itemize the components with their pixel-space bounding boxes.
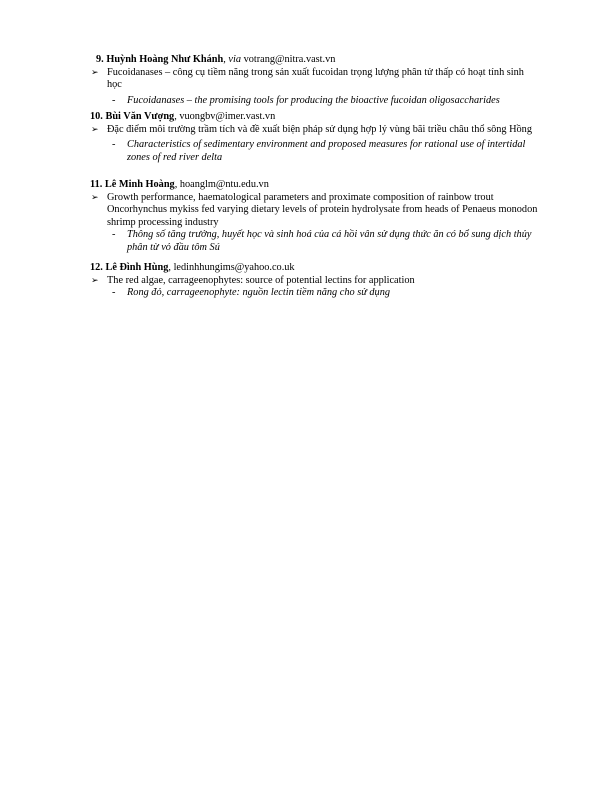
dash-bullet: - xyxy=(112,287,116,298)
paper-translation xyxy=(90,287,540,300)
via-label: via xyxy=(228,54,241,65)
author-separator: , xyxy=(174,179,180,190)
paper-translation-text: Thông số tăng trưởng, huyết học và sinh hoá của cá hồi vân sử dụng thức ăn có bổ sung dịch thủy phân từ vỏ đầu tôm Sú xyxy=(127,229,532,253)
author-name: Bùi Văn Vượng xyxy=(105,111,175,122)
author-entry xyxy=(90,54,540,107)
author-number: 10. xyxy=(90,111,103,122)
paper-title xyxy=(90,67,540,92)
author-separator: , xyxy=(168,262,174,273)
author-line xyxy=(90,179,540,192)
paper-title-text: The red algae, carrageenophytes: source of potential lectins for application xyxy=(107,274,415,286)
dash-bullet: - xyxy=(112,229,116,240)
author-email: votrang@nitra.vast.vn xyxy=(243,54,336,65)
arrow-bullet-icon: ➢ xyxy=(91,192,99,203)
author-number: 11. xyxy=(90,179,103,190)
author-name: Lê Minh Hoàng xyxy=(104,179,175,190)
paper-title-text: Đặc điểm môi trường trầm tích và đề xuất biện pháp sử dụng hợp lý vùng bãi triều châu thổ sông Hồng xyxy=(107,123,532,135)
arrow-bullet-icon: ➢ xyxy=(91,275,99,286)
author-separator: , xyxy=(174,111,180,122)
author-name: Lê Đình Hùng xyxy=(105,262,169,273)
author-separator: , xyxy=(223,54,229,65)
author-line xyxy=(90,111,540,124)
paper-title-text: Fucoidanases – công cụ tiềm năng trong sản xuất fucoidan trọng lượng phân tử thấp có hoạt tính sinh học xyxy=(107,66,524,90)
author-entry xyxy=(90,179,540,254)
author-number: 9. xyxy=(96,54,104,65)
author-entry xyxy=(90,111,540,164)
paper-translation xyxy=(90,139,540,164)
paper-translation-text: Characteristics of sedimentary environment and proposed measures for rational use of intertidal zones of red river delta xyxy=(127,139,526,163)
paper-title xyxy=(90,124,540,137)
paper-translation xyxy=(90,229,540,254)
author-number: 12. xyxy=(90,262,103,273)
paper-translation xyxy=(90,95,540,108)
arrow-bullet-icon: ➢ xyxy=(91,124,99,135)
paper-title-text: Growth performance, haematological parameters and proximate composition of rainbow trout Oncorhynchus mykiss fed varying dietary levels of protein hydrolysate from heads of Penaeus monodon shrimp processing industry xyxy=(107,191,538,228)
author-entry xyxy=(90,262,540,300)
author-email: hoanglm@ntu.edu.vn xyxy=(179,179,269,190)
dash-bullet: - xyxy=(112,139,116,150)
paper-title xyxy=(90,275,540,288)
author-email: ledinhhungims@yahoo.co.uk xyxy=(173,262,295,273)
arrow-bullet-icon: ➢ xyxy=(91,67,99,78)
paper-title xyxy=(90,192,540,230)
author-email: vuongbv@imer.vast.vn xyxy=(179,111,276,122)
dash-bullet: - xyxy=(112,94,116,106)
author-name: Huỳnh Hoàng Như Khánh xyxy=(106,54,224,65)
paper-translation-text: Fucoidanases – the promising tools for producing the bioactive fucoidan oligosaccharides xyxy=(127,94,500,106)
author-line xyxy=(90,262,540,275)
author-line xyxy=(90,54,540,67)
paper-translation-text: Rong đỏ, carrageenophyte: nguồn lectin tiềm năng cho sử dụng xyxy=(127,287,390,298)
